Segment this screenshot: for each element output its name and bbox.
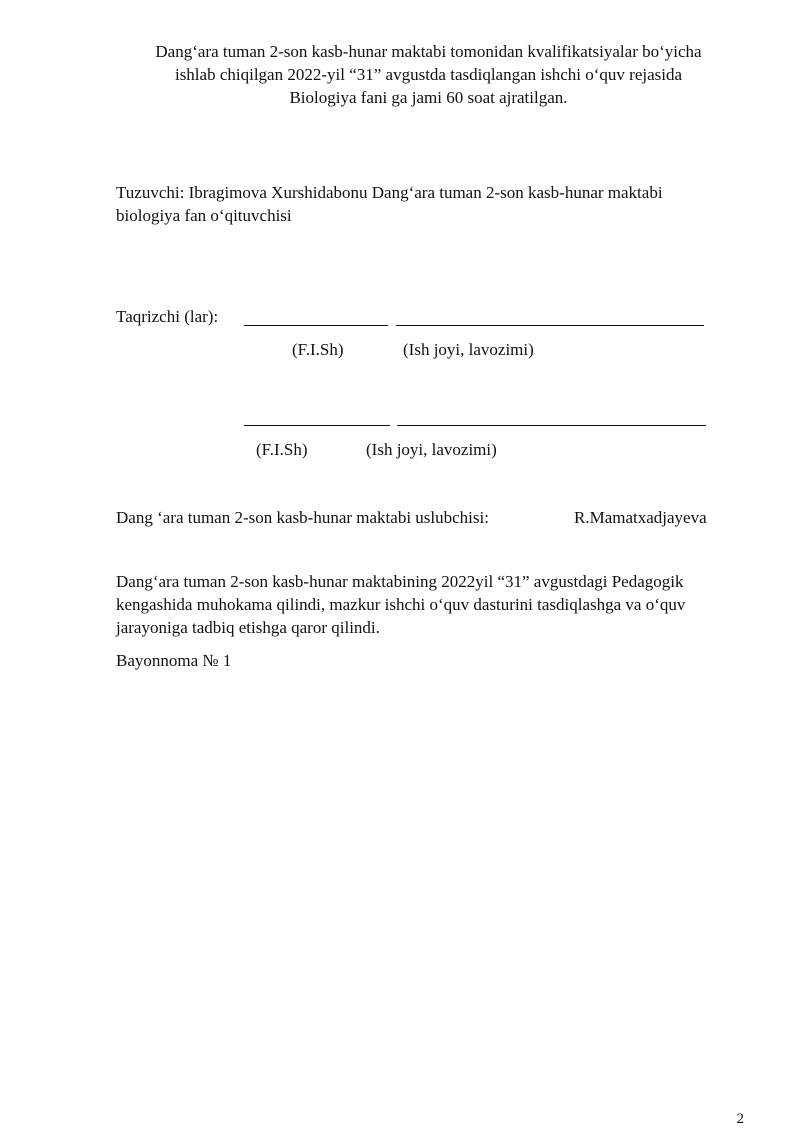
approval-line: Dang‘ara tuman 2-son kasb-hunar maktabining 2022yil “31” avgustdagi Pedagogik [116, 572, 684, 591]
reviewer-1-name-line [244, 325, 388, 326]
approval-line: kengashida muhokama qilindi, mazkur ishchi o‘quv dasturini tasdiqlashga va o‘quv [116, 595, 686, 614]
reviewer-2-name-line [244, 425, 390, 426]
author-line: biologiya fan o‘qituvchisi [116, 206, 292, 225]
protocol-number: Bayonnoma № 1 [116, 651, 232, 670]
header-line: Biologiya fani ga jami 60 soat ajratilgan. [289, 88, 568, 107]
reviewer-1-job-line [396, 325, 704, 326]
header-line: Dang‘ara tuman 2-son kasb-hunar maktabi tomonidan kvalifikatsiyalar bo‘yicha [155, 42, 702, 61]
approval-line: jarayoniga tadbiq etishga qaror qilindi. [116, 618, 380, 637]
page-number: 2 [736, 1111, 744, 1127]
approval-paragraph [116, 570, 685, 639]
reviewer-1-job-caption: (Ish joyi, lavozimi) [403, 340, 534, 359]
author-block [116, 181, 663, 227]
header-line: ishlab chiqilgan 2022-yil “31” avgustda tasdiqlangan ishchi o‘quv rejasida [174, 65, 683, 84]
reviewer-2-name-caption: (F.I.Sh) [256, 440, 308, 459]
reviewer-2-job-line [397, 425, 706, 426]
reviewers-label: Taqrizchi (lar): [116, 307, 219, 326]
document-header [116, 40, 741, 109]
reviewer-2-job-caption: (Ish joyi, lavozimi) [366, 440, 497, 459]
author-line: Tuzuvchi: Ibragimova Xurshidabonu Dang‘ara tuman 2-son kasb-hunar maktabi [116, 183, 663, 202]
reviewer-1-name-caption: (F.I.Sh) [292, 340, 344, 359]
methodist-label: Dang ‘ara tuman 2-son kasb-hunar maktabi uslubchisi: [116, 508, 489, 527]
methodist-name: R.Mamatxadjayeva [574, 508, 707, 527]
